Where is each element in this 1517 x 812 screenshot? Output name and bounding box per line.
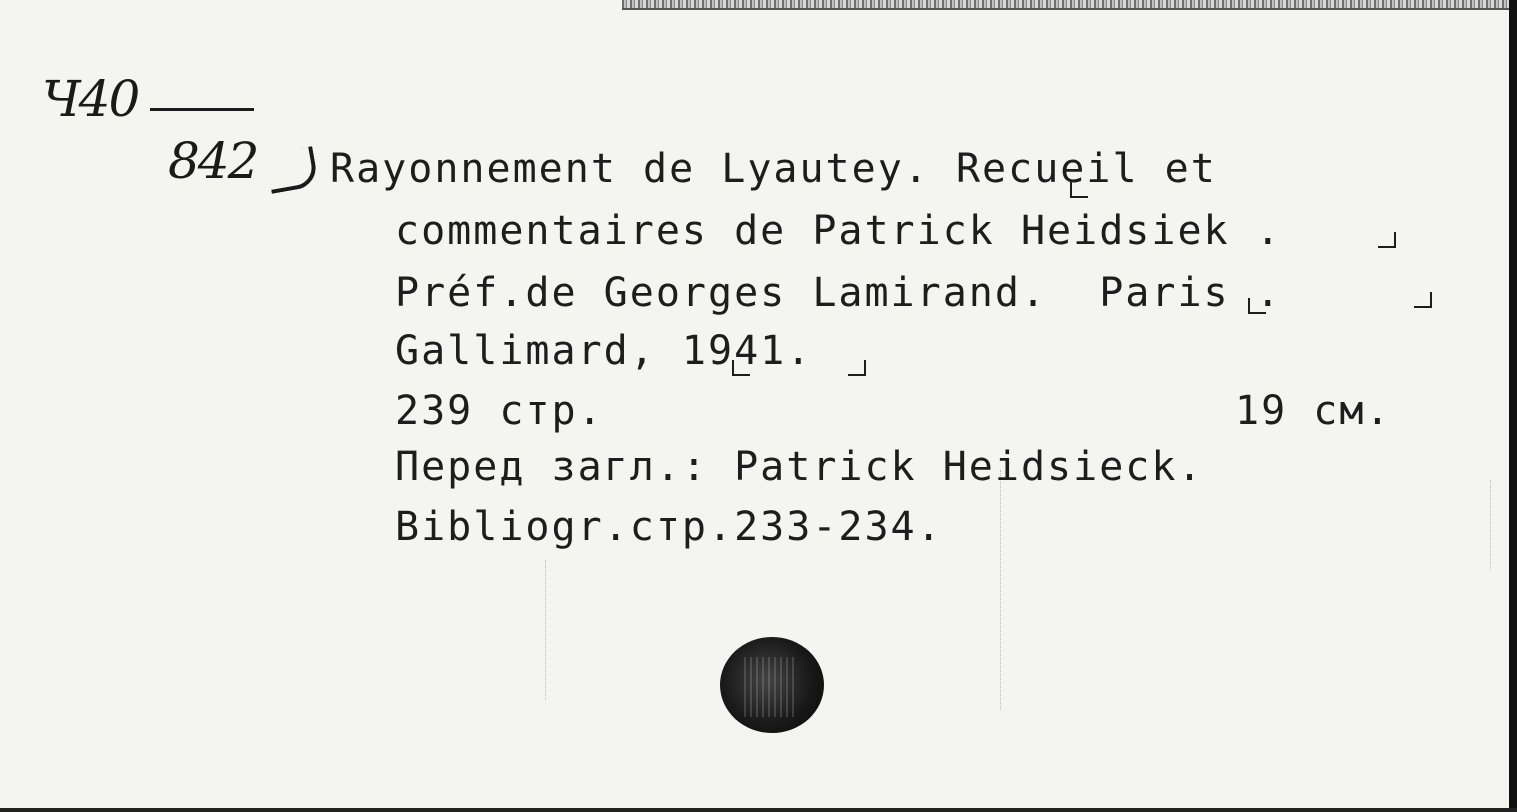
top-border-line — [622, 8, 1512, 10]
call-number-bottom: 842 — [168, 132, 258, 190]
top-edge-scan — [622, 0, 1512, 8]
dotted-mark — [545, 560, 547, 700]
call-number-rule — [150, 108, 254, 111]
entry-line-publisher: Gallimard, 1941. — [395, 328, 813, 374]
entry-pages: 239 стр. — [395, 388, 604, 434]
entry-note-title: Перед загл.: Patrick Heidsieck. — [395, 444, 1204, 490]
dotted-mark — [1000, 470, 1002, 710]
entry-line-title: Rayonnement de Lyautey. Recueil et — [330, 146, 1217, 192]
entry-size: 19 см. — [1235, 388, 1392, 434]
right-border — [1509, 0, 1517, 812]
entry-line-editor: commentaires de Patrick Heidsiek . — [395, 208, 1282, 254]
punch-hole — [720, 637, 824, 733]
bracket-mark — [732, 360, 750, 376]
bracket-mark — [1378, 232, 1396, 248]
bracket-mark — [1070, 182, 1088, 198]
entry-line-preface: Préf.de Georges Lamirand. Paris . — [395, 270, 1282, 316]
call-number-flourish — [265, 146, 319, 194]
bracket-mark — [1248, 298, 1266, 314]
dotted-mark — [1490, 480, 1492, 570]
bracket-mark — [1414, 292, 1432, 308]
call-number-top: Ч40 — [42, 70, 139, 128]
bottom-border — [0, 808, 1517, 812]
bracket-mark — [848, 360, 866, 376]
entry-bibliography: Bibliogr.стр.233-234. — [395, 504, 943, 550]
